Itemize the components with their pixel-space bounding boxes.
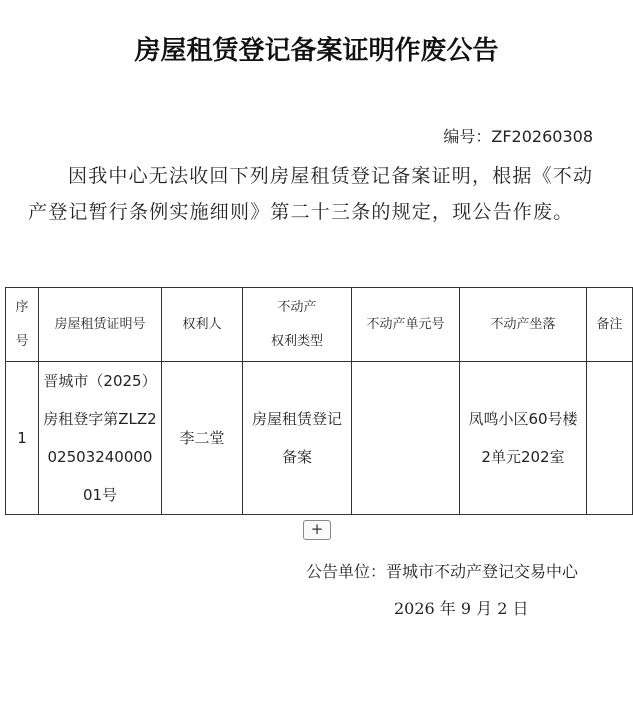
table-header-row bbox=[6, 288, 633, 362]
header-right-type-line2: 权利类型 bbox=[270, 333, 323, 349]
expand-button[interactable]: + bbox=[303, 520, 331, 540]
header-cert-no: 房屋租赁证明号 bbox=[39, 288, 162, 362]
header-right-type-line1: 不动产 bbox=[277, 299, 317, 315]
issuer: 公告单位：晋城市不动产登记交易中心 bbox=[306, 562, 579, 581]
header-remark: 备注 bbox=[587, 288, 633, 362]
header-unit-no: 不动产单元号 bbox=[352, 288, 460, 362]
header-seq-line1: 序 bbox=[15, 299, 29, 315]
cell-cert-no: 晋城市（2025）房租登字第ZLZ20250324000001号 bbox=[39, 362, 162, 515]
cell-right-type: 房屋租赁登记备案 bbox=[243, 362, 352, 515]
document-number bbox=[443, 124, 593, 147]
announcement-body: 因我中心无法收回下列房屋租赁登记备案证明，根据《不动产登记暂行条例实施细则》第二十三条的规定，现公告作废。 bbox=[28, 165, 594, 223]
cell-owner: 李二堂 bbox=[162, 362, 243, 515]
cell-location: 凤鸣小区60号楼2单元202室 bbox=[460, 362, 587, 515]
header-seq bbox=[6, 288, 39, 362]
document-number-value: ZF20260308 bbox=[491, 127, 593, 146]
page-title: 房屋租赁登记备案证明作废公告 bbox=[134, 36, 499, 66]
cell-unit-no bbox=[352, 362, 460, 515]
header-location: 不动产坐落 bbox=[460, 288, 587, 362]
header-right-type bbox=[243, 288, 352, 362]
cell-remark bbox=[587, 362, 633, 515]
announcement-date: 2026 年 9 月 2 日 bbox=[394, 599, 529, 618]
header-seq-line2: 号 bbox=[15, 333, 29, 349]
records-table bbox=[5, 287, 633, 515]
header-owner: 权利人 bbox=[162, 288, 243, 362]
table-row bbox=[6, 362, 633, 515]
document-number-label: 编号： bbox=[443, 127, 492, 146]
cell-seq: 1 bbox=[6, 362, 39, 515]
